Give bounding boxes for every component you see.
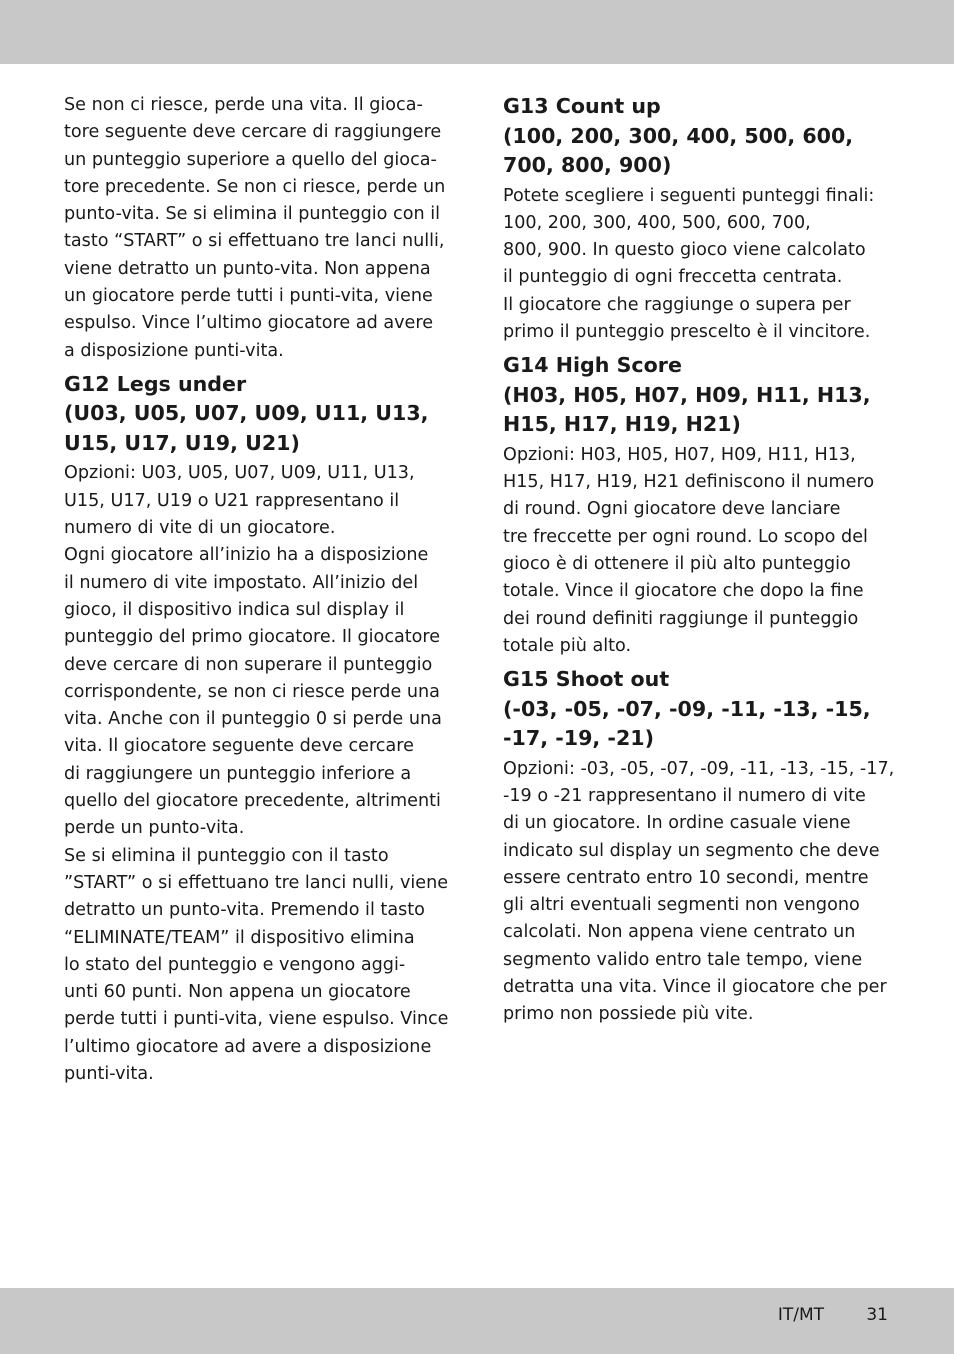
intro-paragraph: Se non ci riesce, perde una vita. Il gioca- tore seguente deve cercare di raggiungere un punteggio superiore a quello del gioca- tore precedente. Se non ci riesce, perde un punto-vita. Se si elimina il punteggio con il tasto “START” o si effettuano tre lanci nulli, viene detratto un punto-vita. Non appena un giocatore perde tutti i punti-vita, viene espulso. Vince l’ultimo giocatore ad avere a disposizione punti-vita. bbox=[64, 95, 446, 361]
g14-heading: G14 High Score (H03, H05, H07, H09, H11, H13, H15, H17, H19, H21) bbox=[503, 353, 871, 437]
g15-body: Opzioni: -03, -05, -07, -09, -11, -13, -15, -17, -19 o -21 rappresentano il numero di vite di un giocatore. In ordine casuale viene indicato sul display un segmento che deve essere centrato entro 10 secondi, mentre gli altri eventuali segmenti non vengono calcolati. Non appena viene centrato un segmento valido entro tale tempo, viene detratta una vita. Vince il giocatore che per primo non possiede più vite. bbox=[503, 758, 895, 1025]
g12-heading: G12 Legs under (U03, U05, U07, U09, U11, U13, U15, U17, U19, U21) bbox=[64, 371, 429, 455]
footer-language: IT/MT bbox=[777, 1305, 824, 1325]
g12-body: Opzioni: U03, U05, U07, U09, U11, U13, U15, U17, U19 o U21 rappresentano il numero di vite di un giocatore. Ogni giocatore all’inizio ha a disposizione il numero di vite impostato. All’inizio del gioco, il dispositivo indica sul display il punteggio del primo giocatore. Il giocatore deve cercare di non superare il punteggio corrispondente, se non ci riesce perde una vita. Anche con il punteggio 0 si perde una vita. Il giocatore seguente deve cercare di raggiungere un punteggio inferiore a quello del giocatore precedente, altrimenti perde un punto-vita. Se si elimina il punteggio con il tasto ”START” o si effettuano tre lanci nulli, viene detratto un punto-vita. Premendo il tasto “ELIMINATE/TEAM” il dispositivo elimina lo stato del punteggio e vengono aggi- unti 60 punti. Non appena un giocatore perde tutti i punti-vita, viene espulso. Vince l’ultimo giocatore ad avere a disposizione punti-vita. bbox=[64, 463, 449, 1084]
right-column bbox=[503, 92, 895, 1029]
header-band bbox=[0, 0, 954, 64]
left-column bbox=[64, 92, 454, 1088]
g14-body: Opzioni: H03, H05, H07, H09, H11, H13, H15, H17, H19, H21 definiscono il numero di round. Ogni giocatore deve lanciare tre freccette per ogni round. Lo scopo del gioco è di ottenere il più alto punteggio totale. Vince il giocatore che dopo la fine dei round definiti raggiunge il punteggio totale più alto. bbox=[503, 444, 875, 656]
g15-heading: G15 Shoot out (-03, -05, -07, -09, -11, -13, -15, -17, -19, -21) bbox=[503, 667, 871, 751]
page-number: 31 bbox=[866, 1305, 888, 1325]
g13-heading: G13 Count up (100, 200, 300, 400, 500, 600, 700, 800, 900) bbox=[503, 94, 854, 177]
g13-body: Potete scegliere i seguenti punteggi finali: 100, 200, 300, 400, 500, 600, 700, 800, 900. In questo gioco viene calcolato il punteggio di ogni freccetta centrata. Il giocatore che raggiunge o supera per primo il punteggio prescelto è il vincitore. bbox=[503, 185, 875, 342]
